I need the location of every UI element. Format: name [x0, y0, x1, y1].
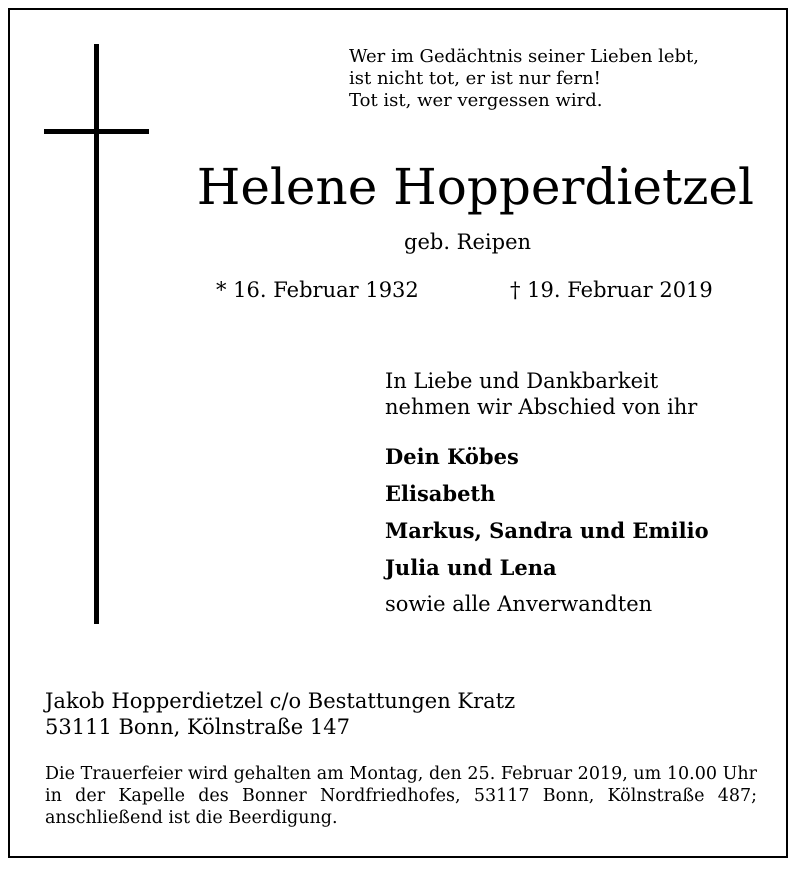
cross-horizontal-bar	[44, 129, 149, 134]
mourners-list	[385, 438, 709, 623]
farewell-line: In Liebe und Dankbarkeit	[385, 369, 659, 393]
deceased-name: Helene Hopperdietzel	[196, 158, 754, 216]
maiden-name: geb. Reipen	[404, 230, 532, 254]
mourner-name: Dein Köbes	[385, 444, 519, 469]
mourner-name: Markus, Sandra und Emilio	[385, 518, 709, 543]
farewell-line: nehmen wir Abschied von ihr	[385, 395, 698, 419]
funeral-notice: Die Trauerfeier wird gehalten am Montag, den 25. Februar 2019, um 10.00 Uhr in der Kapelle des Bonner Nordfriedhofes, 53117 Bonn, Kölnstraße 487; anschließend ist die Beerdigung.	[45, 764, 757, 828]
farewell-text	[385, 368, 697, 420]
motto-line: ist nicht tot, er ist nur fern!	[349, 68, 601, 89]
mourners-tail: sowie alle Anverwandten	[385, 592, 653, 616]
address-line: 53111 Bonn, Kölnstraße 147	[45, 715, 350, 739]
motto-line: Tot ist, wer vergessen wird.	[349, 90, 603, 111]
death-date: † 19. Februar 2019	[510, 278, 713, 302]
mourner-name: Julia und Lena	[385, 555, 557, 580]
birth-date: * 16. Februar 1932	[216, 278, 419, 302]
motto-line: Wer im Gedächtnis seiner Lieben lebt,	[349, 46, 700, 67]
mourner-name: Elisabeth	[385, 481, 496, 506]
contact-address	[45, 688, 515, 740]
address-line: Jakob Hopperdietzel c/o Bestattungen Kratz	[45, 689, 516, 713]
motto-verse	[349, 46, 699, 112]
